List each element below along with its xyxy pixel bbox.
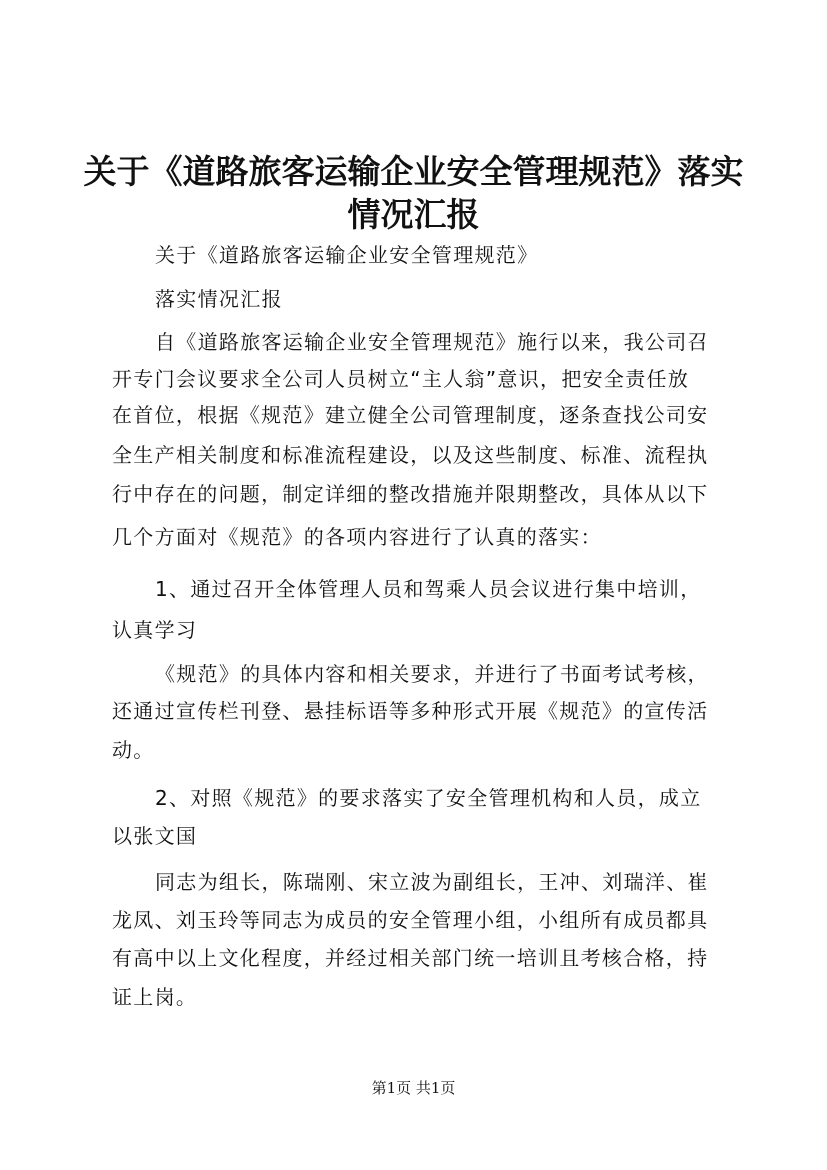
document-title-line-2: 情况汇报 [347,195,480,234]
subtitle-line-2: 落实情况汇报 [155,287,283,311]
body-line: 2、对照《规范》的要求落实了安全管理机构和人员，成立 [155,786,702,810]
body-line: 同志为组长，陈瑞刚、宋立波为副组长，王冲、刘瑞洋、崔 [155,870,709,894]
body-line: 有高中以上文化程度，并经过相关部门统一培训且考核合格，持 [112,946,709,970]
body-line: 以张文国 [112,824,198,848]
page-number-footer: 第1页 共1页 [371,1079,456,1097]
document-title-line-1: 关于《道路旅客运输企业安全管理规范》落实 [83,152,744,191]
body-line: 《规范》的具体内容和相关要求，并进行了书面考试考核， [155,662,709,686]
body-line: 动。 [112,738,155,762]
subtitle-line-1: 关于《道路旅客运输企业安全管理规范》 [155,243,539,267]
body-line: 龙凤、刘玉玲等同志为成员的安全管理小组，小组所有成员都具 [112,908,709,932]
body-line: 在首位，根据《规范》建立健全公司管理制度，逐条查找公司安 [112,403,709,427]
body-line: 自《道路旅客运输企业安全管理规范》施行以来，我公司召 [155,330,709,354]
body-line: 行中存在的问题，制定详细的整改措施并限期整改，具体从以下 [112,482,709,506]
body-line: 1、通过召开全体管理人员和驾乘人员会议进行集中培训， [155,577,702,601]
body-line: 开专门会议要求全公司人员树立“主人翁”意识，把安全责任放 [112,367,690,391]
body-line: 证上岗。 [112,985,198,1009]
body-line: 还通过宣传栏刊登、悬挂标语等多种形式开展《规范》的宣传活 [112,699,709,723]
body-line: 认真学习 [112,618,198,642]
body-line: 几个方面对《规范》的各项内容进行了认真的落实： [112,525,602,549]
body-line: 全生产相关制度和标准流程建设，以及这些制度、标准、流程执 [112,443,709,467]
